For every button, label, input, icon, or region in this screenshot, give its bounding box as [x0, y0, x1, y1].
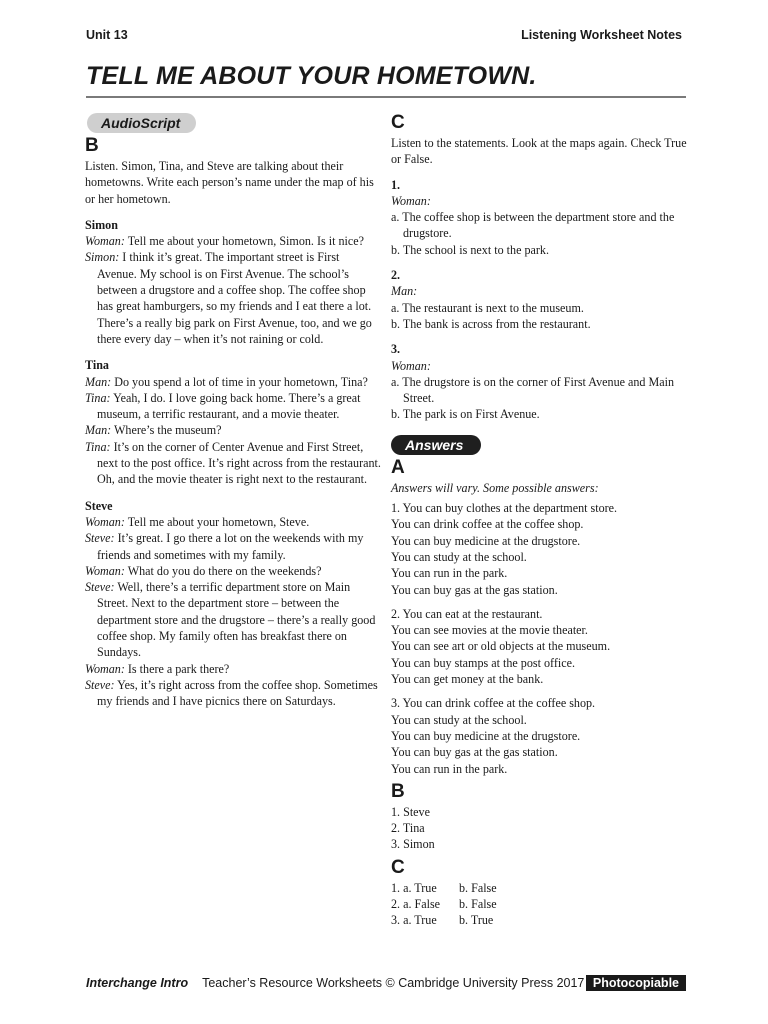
dialogue-line — [85, 422, 381, 438]
line-text: Do you spend a lot of time in your hometown, Tina? — [114, 374, 368, 389]
footer-copyright: Teacher’s Resource Worksheets © Cambridge University Press 2017 — [202, 976, 585, 990]
answer-line: 3. Simon — [391, 837, 435, 852]
answer-line: You can get money at the bank. — [391, 672, 544, 687]
answer-line: 1. Steve — [391, 804, 430, 819]
statement-item — [391, 267, 691, 332]
speaker-label: Man: — [85, 374, 112, 389]
answers-header — [391, 435, 691, 455]
statement-number: 1. — [391, 177, 401, 192]
dialogue-block — [85, 217, 381, 347]
audioscript-pill: AudioScript — [87, 113, 196, 133]
dialogue-line — [85, 249, 381, 347]
statement-option: a. The coffee shop is between the department store and the drugstore. — [391, 210, 675, 241]
statement-number: 3. — [391, 342, 401, 357]
section-c-instructions: Listen to the statements. Look at the maps again. Check True or False. — [391, 136, 687, 167]
line-text: Tell me about your hometown, Simon. Is it nice? — [127, 234, 364, 249]
speaker-label: Woman: — [85, 661, 125, 676]
answer-group — [391, 695, 691, 776]
line-text: What do you do there on the weekends? — [127, 563, 322, 578]
statement-option: b. The school is next to the park. — [391, 242, 549, 257]
speaker-label: Steve: — [85, 531, 115, 546]
answer-line: 2. Tina — [391, 821, 425, 836]
answer-line: 2. You can eat at the restaurant. — [391, 606, 543, 621]
statement-item — [391, 341, 691, 422]
answer-b: b. True — [459, 913, 494, 928]
dialogue-line — [85, 677, 381, 710]
unit-label: Unit 13 — [86, 28, 128, 42]
speaker-label: Man: — [85, 423, 112, 438]
answers-a-note: Answers will vary. Some possible answers: — [391, 480, 599, 495]
statement-speaker: Woman: — [391, 193, 431, 208]
answers-c-letter: C — [391, 856, 405, 878]
statement-speaker: Woman: — [391, 358, 431, 373]
block-name: Tina — [85, 358, 109, 373]
speaker-label: Woman: — [85, 234, 125, 249]
answer-line: You can buy gas at the gas station. — [391, 582, 558, 597]
audioscript-column — [85, 113, 381, 710]
line-text: Is there a park there? — [127, 661, 230, 676]
line-text: I think it’s great. The important street is First Avenue. My school is on First Avenue. The school’s between a drugstore and a coffee shop. The coffee shop has great hamburgers, so my friends and I eat there a lot. There’s a really big park on First Avenue, too, and we go there every day – when it’s not raining or cold. — [97, 250, 372, 346]
block-name: Simon — [85, 217, 118, 232]
answer-line: You can buy gas at the gas station. — [391, 745, 558, 760]
line-text: Well, there’s a terrific department store on Main Street. Next to the department store – between the department store and the drugstore – there’s a really good coffee shop. My family often has breakfast there on Sundays. — [97, 580, 376, 660]
answer-line: You can buy medicine at the drugstore. — [391, 533, 581, 548]
answer-a: 1. a. True — [391, 880, 437, 895]
answer-line: You can see movies at the movie theater. — [391, 623, 588, 638]
line-text: It’s great. I go there a lot on the weekends with my friends and sometimes with my family. — [97, 531, 364, 562]
speaker-label: Woman: — [85, 514, 125, 529]
speaker-label: Tina: — [85, 439, 111, 454]
answer-line: 1. You can buy clothes at the department store. — [391, 501, 618, 516]
answer-a: 3. a. True — [391, 913, 437, 928]
answers-a-letter: A — [391, 456, 405, 478]
dialogue-block — [85, 357, 381, 487]
answer-row — [391, 912, 691, 928]
answer-a: 2. a. False — [391, 896, 441, 911]
answer-b: b. False — [459, 880, 497, 895]
dialogue-line — [85, 563, 381, 579]
dialogue-line — [85, 514, 381, 530]
speaker-label: Steve: — [85, 580, 115, 595]
dialogue-line — [85, 374, 381, 390]
answer-line: You can study at the school. — [391, 549, 527, 564]
speaker-label: Steve: — [85, 677, 115, 692]
answer-line: You can drink coffee at the coffee shop. — [391, 517, 584, 532]
statement-option: a. The restaurant is next to the museum. — [391, 300, 584, 315]
photocopiable-badge: Photocopiable — [586, 975, 686, 991]
answer-b: b. False — [459, 896, 497, 911]
statement-number: 2. — [391, 268, 401, 283]
dialogue-line — [85, 579, 381, 660]
answer-line: You can run in the park. — [391, 761, 508, 776]
footer-book-title: Interchange Intro — [86, 976, 189, 990]
answer-group — [391, 606, 691, 687]
line-text: It’s on the corner of Center Avenue and First Street, next to the post office. It’s right across from the restaurant. Oh, and the movie theater is right next to the restaurant. — [97, 439, 381, 487]
statement-speaker: Man: — [391, 284, 418, 299]
dialogue-block — [85, 498, 381, 710]
statement-option: b. The bank is across from the restaurant. — [391, 316, 591, 331]
dialogue-line — [85, 233, 381, 249]
answer-line: You can study at the school. — [391, 712, 527, 727]
answers-b-letter: B — [391, 780, 405, 802]
answer-line: You can buy stamps at the post office. — [391, 655, 575, 670]
answer-row — [391, 896, 691, 912]
answers-pill: Answers — [391, 435, 481, 455]
section-c-letter: C — [391, 112, 405, 133]
line-text: Yeah, I do. I love going back home. There’s a great museum, a terrific restaurant, and a movie theater. — [97, 390, 361, 422]
right-column — [391, 113, 691, 929]
answer-line: You can buy medicine at the drugstore. — [391, 728, 581, 743]
section-b-letter: B — [85, 135, 99, 156]
dialogue-line — [85, 530, 381, 563]
title-divider — [86, 96, 686, 98]
answer-line: You can run in the park. — [391, 566, 508, 581]
worksheet-notes-label: Listening Worksheet Notes — [521, 28, 682, 42]
footer — [86, 975, 686, 991]
line-text: Where’s the museum? — [114, 423, 222, 438]
speaker-label: Woman: — [85, 563, 125, 578]
speaker-label: Tina: — [85, 390, 111, 405]
section-b-instructions: Listen. Simon, Tina, and Steve are talking about their hometowns. Write each person’s name under the map of his or her hometown. — [85, 159, 374, 206]
statement-option: a. The drugstore is on the corner of First Avenue and Main Street. — [391, 374, 675, 406]
answer-line: 3. You can drink coffee at the coffee shop. — [391, 696, 596, 711]
answer-group — [391, 500, 691, 598]
statement-item — [391, 177, 691, 258]
answer-line: You can see art or old objects at the museum. — [391, 639, 611, 654]
dialogue-line — [85, 661, 381, 677]
page-title: TELL ME ABOUT YOUR HOMETOWN. — [86, 62, 537, 90]
dialogue-line — [85, 390, 381, 423]
line-text: Yes, it’s right across from the coffee shop. Sometimes my friends and I have picnics there on Saturdays. — [97, 677, 378, 709]
block-name: Steve — [85, 498, 113, 513]
answer-row — [391, 880, 691, 896]
speaker-label: Simon: — [85, 250, 120, 265]
dialogue-line — [85, 439, 381, 488]
line-text: Tell me about your hometown, Steve. — [127, 514, 310, 529]
statement-option: b. The park is on First Avenue. — [391, 407, 540, 422]
